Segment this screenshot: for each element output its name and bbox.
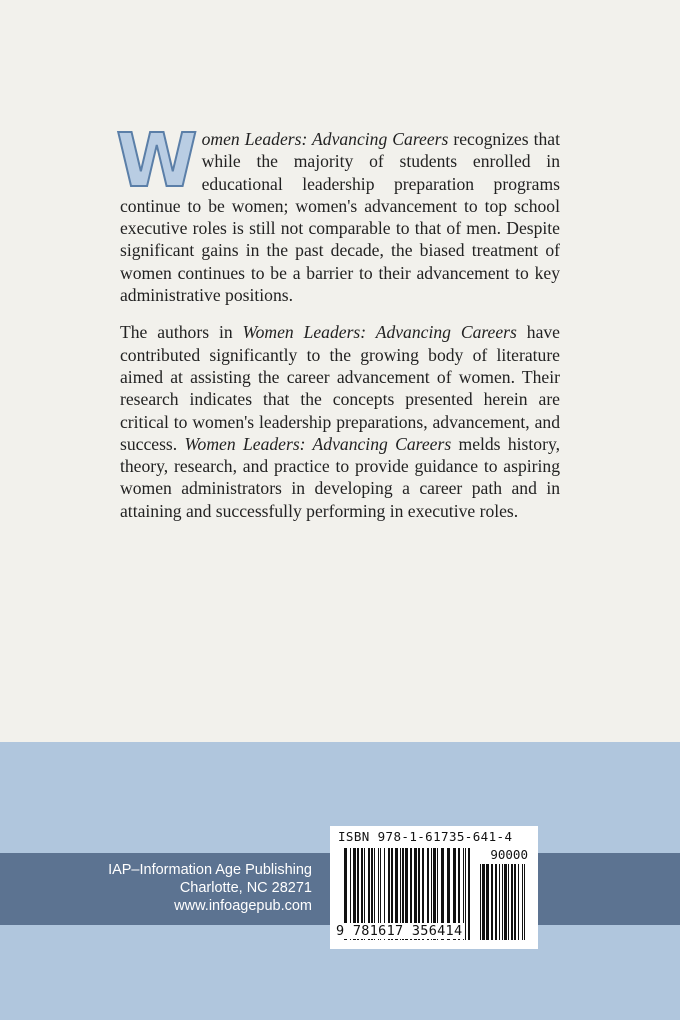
barcode-bar: [486, 864, 489, 940]
paragraph-2-mid: have contributed significantly to the growing body of literature aimed at assisting the career advancement of women. Their research indicates that the concepts presented herein are critical to women's leadership preparations, advancement, and success.: [120, 322, 560, 454]
barcode-bar: [511, 864, 513, 940]
book-title-inline: omen Leaders: Advancing Careers: [201, 129, 449, 149]
barcode-bar: [499, 864, 500, 940]
barcode-bar: [514, 864, 516, 940]
publisher-info: [108, 861, 312, 915]
barcode-bar: [495, 864, 497, 940]
barcode-bar: [480, 864, 481, 940]
description-block: [116, 118, 560, 537]
paragraph-1-text: recognizes that while the majority of students enrolled in educational leadership preparation programs continue to be women; women's advancement to top school executive roles is still not comparable to that of men. Despite significant gains in the past decade, the biased treatment of women continues to be a barrier to their advancement to key administrative positions.: [120, 129, 560, 306]
barcode-bar: [524, 864, 525, 940]
ean-digits: 9 781617 356414: [336, 923, 463, 939]
barcode-bar: [502, 864, 503, 940]
publisher-address: Charlotte, NC 28271: [179, 880, 312, 896]
description-paragraph-1: [116, 118, 560, 306]
barcode-bar: [508, 864, 509, 940]
price-code: 90000: [490, 847, 528, 862]
book-title-inline: Women Leaders: Advancing Careers: [242, 322, 517, 343]
book-title-inline: Women Leaders: Advancing Careers: [184, 433, 452, 454]
publisher-website: www.infoagepub.com: [174, 898, 312, 914]
paragraph-2-lead: The authors in: [120, 322, 243, 343]
barcode-bar: [522, 864, 523, 940]
barcode-bar: [482, 864, 485, 940]
barcode-bar: [491, 864, 493, 940]
barcode-bar: [465, 848, 466, 940]
description-paragraph-2: [120, 321, 560, 522]
dropcap-letter: W: [116, 118, 198, 204]
isbn-label: ISBN 978-1-61735-641-4: [338, 829, 513, 844]
barcode-bar: [518, 864, 519, 940]
isbn-barcode: [330, 826, 538, 949]
barcode-bar: [504, 864, 507, 940]
barcode-bar: [468, 848, 470, 940]
paragraph-2-tail: melds history, theory, research, and practice to provide guidance to aspiring women administrators in developing a career path and in attaining and successfully performing in executive roles.: [120, 433, 560, 521]
barcode-addon-bars: [480, 864, 528, 940]
publisher-name: IAP–Information Age Publishing: [108, 862, 312, 878]
